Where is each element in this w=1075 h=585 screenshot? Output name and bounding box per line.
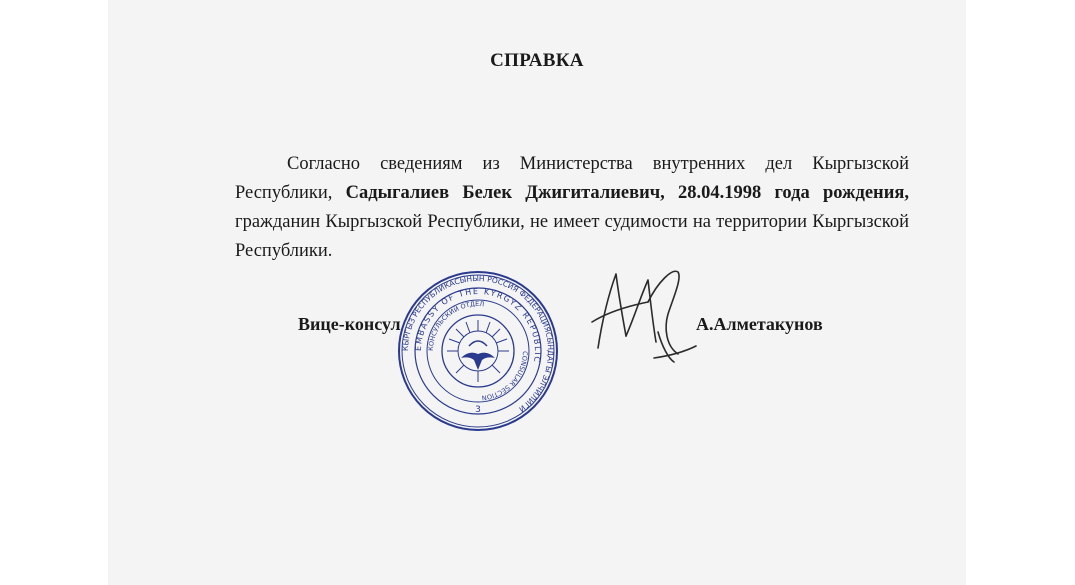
handwritten-signature: [588, 262, 700, 366]
svg-text:КОНСУЛЬСКИЙ ОТДЕЛ: КОНСУЛЬСКИЙ ОТДЕЛ: [426, 299, 485, 352]
svg-text:CONSULAR SECTION: CONSULAR SECTION: [481, 350, 530, 402]
left-margin: [0, 0, 108, 585]
certificate-paragraph: [235, 150, 909, 266]
person-details: Садыгалиев Белек Джигиталиевич, 28.04.1998 года рождения,: [345, 183, 909, 203]
svg-text:EMBASSY OF THE KYRGYZ REPUBLIC: EMBASSY OF THE KYRGYZ REPUBLIC: [413, 286, 543, 365]
official-seal: [397, 270, 559, 432]
signatory-name: А.Алметакунов: [696, 314, 823, 334]
document-page: [108, 0, 966, 585]
right-margin: [967, 0, 1075, 585]
paragraph-text-end: гражданин Кыргызской Республики, не имеет судимости на территории Кыргызской Республики.: [235, 212, 909, 261]
paragraph-text-start: Согласно сведениям из Министерства внутренних дел Кыргызской Республики,: [235, 154, 909, 203]
svg-text:3: 3: [475, 405, 481, 415]
signatory-position: Вице-консул: [298, 314, 401, 334]
svg-text:КЫРГЫЗ РЕСПУБЛИКАСЫНЫН РОССИЯ: КЫРГЫЗ РЕСПУБЛИКАСЫНЫН РОССИЯ ФЕДЕРАЦИЯСЫНДАГЫ ЭЛЧИЛИГИ: [400, 273, 556, 414]
document-title: СПРАВКА: [490, 50, 584, 71]
